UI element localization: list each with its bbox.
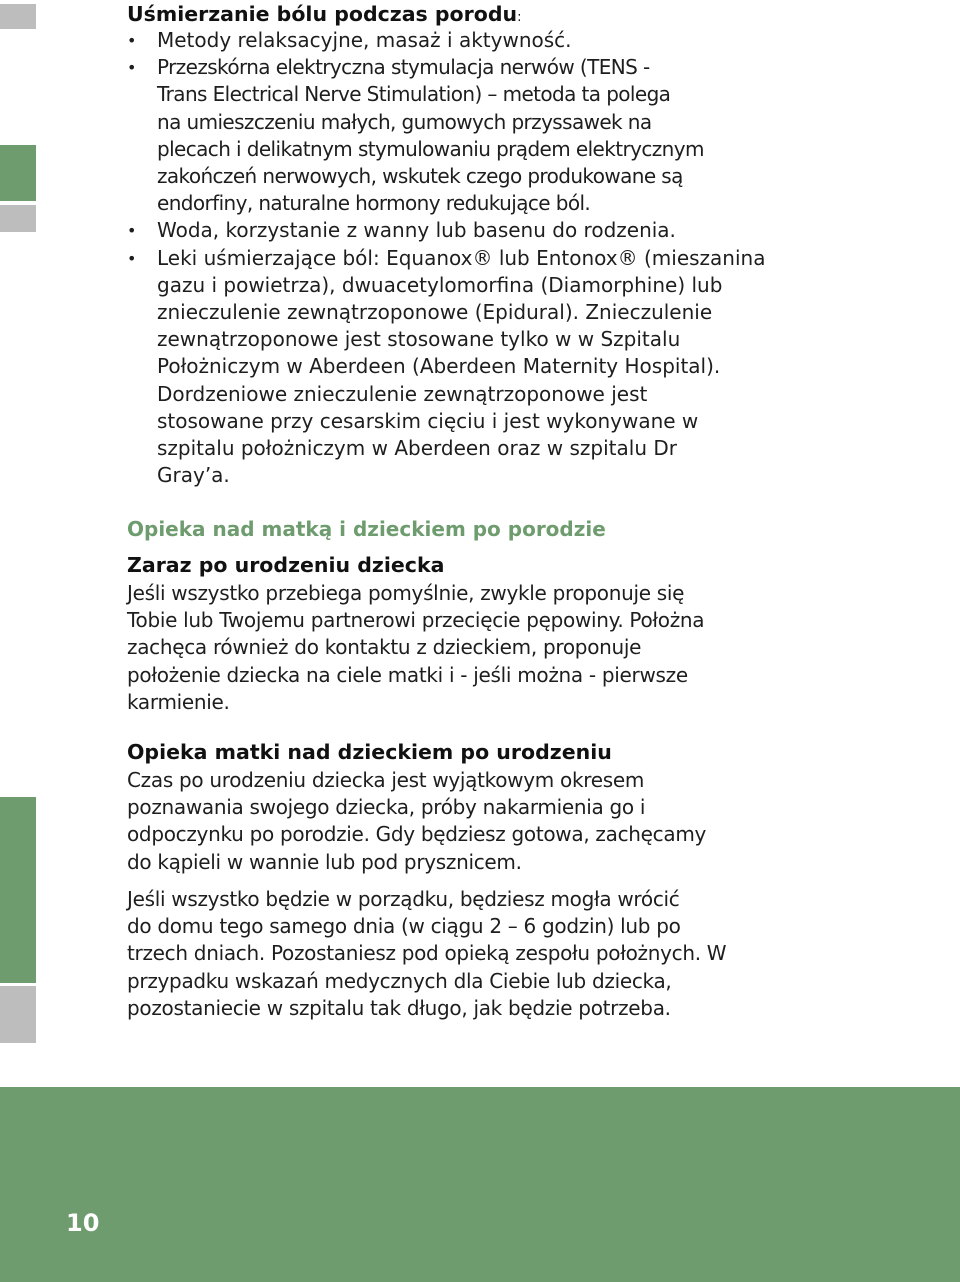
paragraph-mother-care-2: Jeśli wszystko będzie w porządku, będziesz mogła wrócić do domu tego samego dnia (w ciągu 2 – 6 godzin) lub po trzech dniach. Pozostaniesz pod opieką zespołu położnych. W przypadku wskazań medycznych dla Ciebie lub dziecka, pozostaniecie w szpitalu tak długo, jak będzie potrzeba. xyxy=(127,887,727,1020)
side-tab-gray xyxy=(0,205,36,232)
list-item xyxy=(127,54,827,217)
paragraph-after-birth: Jeśli wszystko przebiega pomyślnie, zwykle proponuje się Tobie lub Twojemu partnerowi przecięcie pępowiny. Położna zachęca również do kontaktu z dzieckiem, proponuje położenie dziecka na ciele matki i - jeśli można - pierwsze karmienie. xyxy=(127,581,705,714)
side-tab-gray xyxy=(0,986,36,1043)
heading-text: Uśmierzanie bólu podczas porodu xyxy=(127,2,518,26)
page-number: 10 xyxy=(66,1209,100,1237)
subheading-after-birth: Zaraz po urodzeniu dziecka xyxy=(127,553,445,577)
list-item-text: Metody relaksacyjne, masaż i aktywność. xyxy=(157,28,572,52)
list-item-text: Leki uśmierzające ból: Equanox® lub Entonox® (mieszanina gazu i powietrza), dwuacetylomorfina (Diamorphine) lub znieczulenie zewnątrzoponowe (Epidural). Znieczulenie zewnątrzoponowe jest stosowane tylko w w Szpitalu Położniczym w Aberdeen (Aberdeen Maternity Hospital). Dordzeniowe znieczulenie zewnątrzoponowe jest stosowane przy cesarskim cięciu i jest wykonywane w szpitalu położniczym w Aberdeen oraz w szpitalu Dr Gray’a. xyxy=(157,245,766,488)
footer-band xyxy=(0,1087,960,1282)
list-item xyxy=(127,217,827,244)
side-tab-green xyxy=(0,145,36,201)
subheading-mother-care: Opieka matki nad dzieckiem po urodzeniu xyxy=(127,740,612,764)
bullet-icon: • xyxy=(127,31,137,50)
side-tab-gray xyxy=(0,4,36,29)
list-item xyxy=(127,245,827,490)
list-item-text: Woda, korzystanie z wanny lub basenu do rodzenia. xyxy=(157,218,676,243)
list-item-text: Przezskórna elektryczna stymulacja nerwów (TENS - Trans Electrical Nerve Stimulation) – metoda ta polega na umieszczeniu małych, gumowych przyssawek na plecach i delikatnym stymulowaniu prądem elektrycznym zakończeń nerwowych, wskutek czego produkowane są endorfiny, naturalne hormony redukujące ból. xyxy=(157,55,704,216)
list-item xyxy=(127,27,827,54)
bullet-icon: • xyxy=(127,221,137,241)
bullet-icon: • xyxy=(127,248,137,268)
paragraph-mother-care-1: Czas po urodzeniu dziecka jest wyjątkowym okresem poznawania swojego dziecka, próby nakarmienia go i odpoczynku po porodzie. Gdy będziesz gotowa, zachęcamy do kąpieli w wannie lub pod prysznicem. xyxy=(127,768,707,874)
side-tab-green xyxy=(0,797,36,983)
bullet-icon: • xyxy=(127,58,137,78)
pain-relief-list xyxy=(127,27,827,489)
section-title-postnatal-care: Opieka nad matką i dzieckiem po porodzie xyxy=(127,517,606,541)
heading-suffix: : xyxy=(517,10,522,25)
